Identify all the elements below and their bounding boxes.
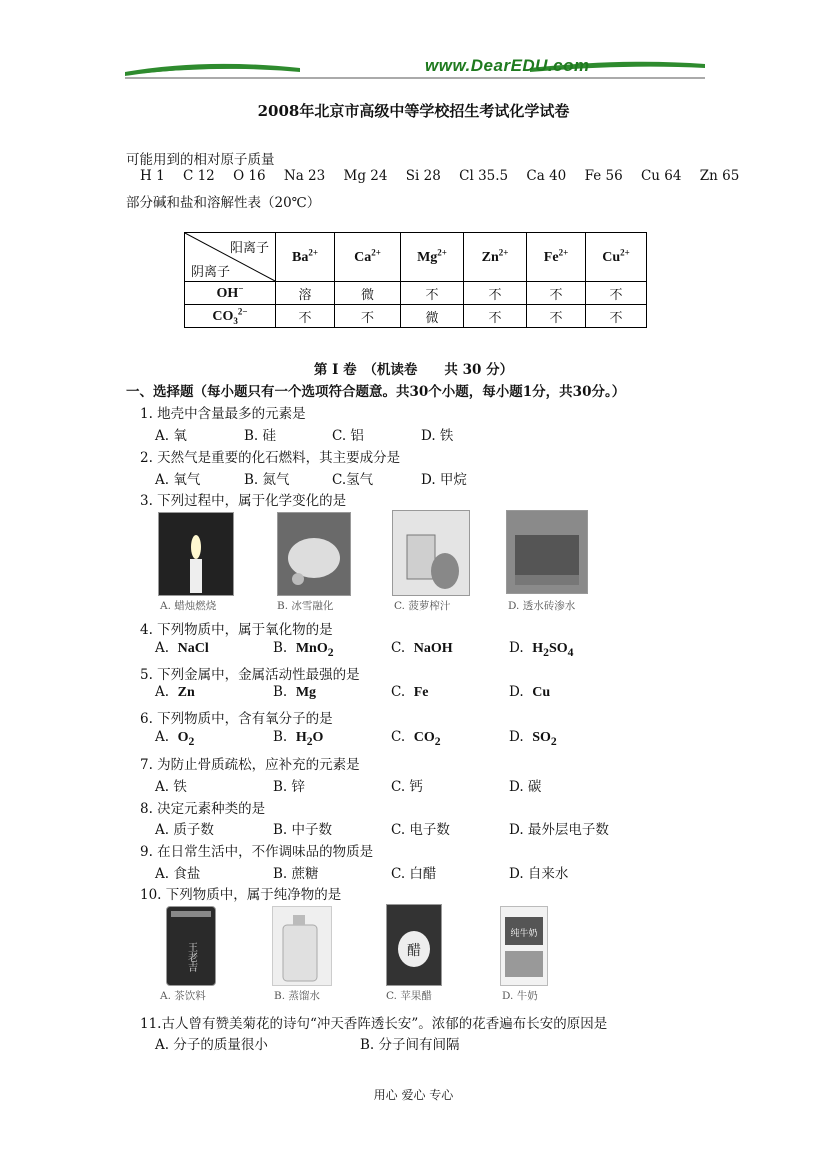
- image-caption: C. 苹果醋: [386, 990, 432, 1002]
- option-a: A. NaCl: [155, 640, 209, 656]
- option-a: A. 氧气: [155, 472, 201, 488]
- option-d: D. $H_2SO_4$: [509, 640, 574, 659]
- mass-mg: Mg 24: [343, 168, 388, 184]
- option-c: C. 白醋: [391, 866, 437, 882]
- image-caption: B. 蒸馏水: [274, 990, 320, 1002]
- table-cell: 不: [401, 282, 464, 305]
- option-d: D. 铁: [421, 428, 454, 444]
- milk-label: 纯牛奶: [510, 929, 538, 939]
- table-cell: 不: [527, 305, 586, 328]
- option-a: A. $O_2$: [155, 729, 195, 748]
- cation-header: $Ba^{2+}$: [276, 233, 335, 282]
- image-caption: D. 透水砖渗水: [508, 600, 576, 612]
- image-caption: B. 冰雪融化: [277, 600, 334, 612]
- mass-o: O 16: [233, 168, 266, 184]
- option-b: B. 蔗糖: [273, 866, 319, 882]
- table-cell: 微: [401, 305, 464, 328]
- masses-label: 可能用到的相对原子质量: [126, 152, 275, 168]
- mass-zn: Zn 65: [699, 168, 740, 184]
- option-a: A. 质子数: [155, 822, 214, 838]
- option-d: D. 最外层电子数: [509, 822, 609, 838]
- option-c: C. 电子数: [391, 822, 450, 838]
- mass-cl: Cl 35.5: [459, 168, 509, 184]
- ice-melting-image: [277, 512, 351, 596]
- cation-header: $Zn^{2+}$: [464, 233, 527, 282]
- option-d: D. 自来水: [509, 866, 569, 882]
- header-logo: [125, 50, 705, 84]
- question-5: 5. 下列金属中，金属活动性最强的是: [140, 667, 360, 683]
- table-cell: 溶: [276, 282, 335, 305]
- question-8: 8. 决定元素种类的是: [140, 801, 266, 817]
- page-title: 2008年北京市高级中等学校招生考试化学试卷: [257, 102, 570, 120]
- question-7: 7. 为防止骨质疏松，应补充的元素是: [140, 757, 360, 773]
- cation-header: $Cu^{2+}$: [586, 233, 647, 282]
- candle-image: [158, 512, 234, 596]
- option-b: B. 氮气: [244, 472, 290, 488]
- logo-text: www.DearEDU.com: [425, 56, 590, 75]
- option-d: D. $SO_2$: [509, 729, 557, 748]
- table-cell: 不: [586, 282, 647, 305]
- option-c: C. $CO_2$: [391, 729, 441, 748]
- option-b: B. 分子间有间隔: [360, 1037, 460, 1053]
- option-b: B. MnO$_2$: [273, 640, 334, 659]
- pineapple-juice-image: [392, 510, 470, 596]
- option-d: D. Cu: [509, 684, 551, 700]
- tea-can-image: [166, 906, 216, 986]
- cation-header: $Ca^{2+}$: [335, 233, 401, 282]
- option-b: B. 硅: [244, 428, 277, 444]
- corner-anion-label: 阴离子: [191, 265, 231, 280]
- option-a: A. 铁: [155, 779, 187, 795]
- apple-vinegar-image: [386, 904, 442, 986]
- question-4: 4. 下列物质中，属于氧化物的是: [140, 622, 333, 638]
- option-b: B. 锌: [273, 779, 306, 795]
- cation-header: $Mg^{2+}$: [401, 233, 464, 282]
- mass-h: H 1: [140, 168, 165, 184]
- table-cell: 不: [527, 282, 586, 305]
- option-d: D. 甲烷: [421, 472, 467, 488]
- option-c: C. 钙: [391, 779, 423, 795]
- solubility-table: [184, 232, 647, 328]
- anion-co3: $CO_3^{2-}$: [185, 305, 276, 328]
- option-c: C.氢气: [332, 472, 374, 488]
- option-c: C. 铝: [332, 428, 364, 444]
- table-cell: 不: [335, 305, 401, 328]
- option-c: C. Fe: [391, 684, 429, 700]
- image-caption: A. 茶饮料: [160, 990, 206, 1002]
- permeable-brick-image: [506, 510, 588, 594]
- table-row: [185, 282, 647, 305]
- question-11: 11.古人曾有赞美菊花的诗句“冲天香阵透长安”。浓郁的花香遍布长安的原因是: [140, 1016, 608, 1032]
- option-b: B. 中子数: [273, 822, 333, 838]
- option-c: C. NaOH: [391, 640, 453, 656]
- option-a: A. 食盐: [155, 866, 201, 882]
- corner-cation-label: 阳离子: [229, 241, 269, 256]
- table-cell: 不: [276, 305, 335, 328]
- mass-ca: Ca 40: [526, 168, 567, 184]
- can-label: 王老吉: [185, 942, 197, 972]
- mass-na: Na 23: [283, 168, 326, 184]
- table-cell: 不: [464, 282, 527, 305]
- question-9: 9. 在日常生活中，不作调味品的物质是: [140, 844, 374, 860]
- option-b: B. Mg: [273, 684, 317, 700]
- image-caption: C. 菠萝榨汁: [394, 600, 451, 612]
- table-label: 部分碱和盐和溶解性表（20℃）: [126, 195, 321, 211]
- question-3: 3. 下列过程中，属于化学变化的是: [140, 493, 347, 509]
- section-title: 第 I 卷 （机读卷 共 30 分）: [313, 362, 514, 378]
- anion-oh: OH−: [185, 282, 276, 305]
- page-footer: 用心 爱心 专心: [373, 1088, 454, 1102]
- image-caption: A. 蜡烛燃烧: [160, 600, 217, 612]
- table-cell: 不: [464, 305, 527, 328]
- question-2: 2. 天然气是重要的化石燃料，其主要成分是: [140, 450, 401, 466]
- distilled-water-image: [272, 906, 332, 986]
- cation-header: $Fe^{2+}$: [527, 233, 586, 282]
- mass-cu: Cu 64: [640, 168, 682, 184]
- atomic-masses: [140, 168, 753, 184]
- logo-swoosh-icon: [125, 50, 705, 84]
- table-row: [185, 305, 647, 328]
- option-a: A. Zn: [155, 684, 195, 700]
- image-caption: D. 牛奶: [502, 990, 538, 1002]
- mass-si: Si 28: [405, 168, 441, 184]
- milk-carton-image: [500, 906, 548, 986]
- table-cell: 不: [586, 305, 647, 328]
- part-title: 一、选择题（每小题只有一个选项符合题意。共30个小题，每小题1分，共30分。）: [126, 384, 626, 400]
- question-6: 6. 下列物质中，含有氧分子的是: [140, 711, 333, 727]
- mass-fe: Fe 56: [584, 168, 623, 184]
- mass-c: C 12: [182, 168, 215, 184]
- question-10: 10. 下列物质中，属于纯净物的是: [140, 887, 342, 903]
- question-1: 1. 地壳中含量最多的元素是: [140, 406, 306, 422]
- option-b: B. $H_2O$: [273, 729, 324, 748]
- vinegar-label: 醋: [407, 943, 421, 959]
- table-cell: 微: [335, 282, 401, 305]
- table-corner: [185, 233, 276, 282]
- option-a: A. 氧: [155, 428, 187, 444]
- option-a: A. 分子的质量很小: [155, 1037, 268, 1053]
- option-d: D. 碳: [509, 779, 542, 795]
